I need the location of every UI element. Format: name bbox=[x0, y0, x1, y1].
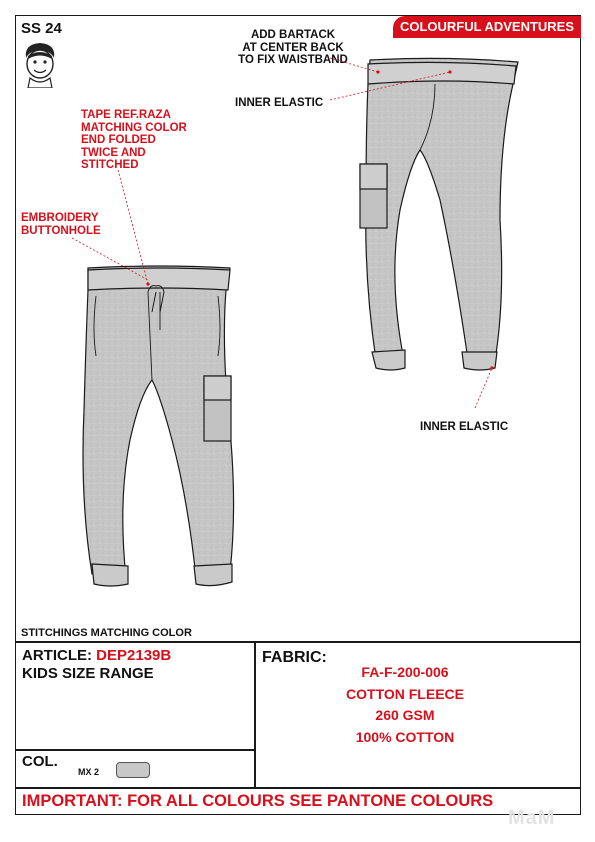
fabric-composition: 100% COTTON bbox=[355, 728, 455, 745]
table-top-rule bbox=[15, 641, 581, 643]
tape-line: TWICE AND bbox=[81, 146, 146, 159]
fabric-code: FA-F-200-006 bbox=[361, 664, 449, 680]
fabric-details bbox=[300, 662, 510, 748]
footer-top-rule bbox=[15, 787, 581, 789]
important-note: IMPORTANT: FOR ALL COLOURS SEE PANTONE COLOURS bbox=[22, 792, 494, 810]
embroidery-line: BUTTONHOLE bbox=[21, 224, 101, 237]
fabric-type: COTTON FLEECE bbox=[346, 685, 464, 702]
watermark: MaM bbox=[508, 807, 556, 829]
article-field bbox=[22, 647, 171, 664]
size-range: KIDS SIZE RANGE bbox=[22, 665, 154, 682]
table-center-rule bbox=[254, 641, 256, 788]
brand-banner: COLOURFUL ADVENTURES bbox=[393, 16, 581, 38]
tape-line: STITCHED bbox=[81, 159, 139, 171]
colour-label: COL. bbox=[22, 753, 58, 770]
embroidery-line: EMBROIDERY bbox=[21, 212, 99, 224]
article-code: DEP2139B bbox=[96, 647, 172, 664]
bartack-line: TO FIX WAISTBAND bbox=[238, 54, 348, 66]
tape-line: MATCHING COLOR bbox=[81, 121, 187, 134]
bartack-line: AT CENTER BACK bbox=[242, 41, 344, 54]
colour-swatch bbox=[116, 762, 150, 778]
col-top-rule bbox=[15, 749, 255, 751]
fabric-label: FABRIC: bbox=[262, 649, 327, 666]
tape-line: END FOLDED bbox=[81, 134, 156, 146]
front-view-pants bbox=[83, 266, 234, 586]
inner-elastic-top-callout: INNER ELASTIC bbox=[235, 97, 324, 109]
bartack-line: ADD BARTACK bbox=[250, 29, 336, 41]
fabric-weight: 260 GSM bbox=[375, 707, 435, 723]
tape-line: TAPE REF.RAZA bbox=[81, 109, 171, 121]
article-label: ARTICLE: bbox=[22, 647, 92, 664]
colour-swatch-label: MX 2 bbox=[78, 767, 100, 777]
back-view-pants bbox=[360, 58, 518, 370]
stitch-note: STITCHINGS MATCHING COLOR bbox=[21, 627, 192, 639]
season-label: SS 24 bbox=[21, 20, 62, 37]
inner-elastic-bottom-callout: INNER ELASTIC bbox=[420, 421, 509, 433]
